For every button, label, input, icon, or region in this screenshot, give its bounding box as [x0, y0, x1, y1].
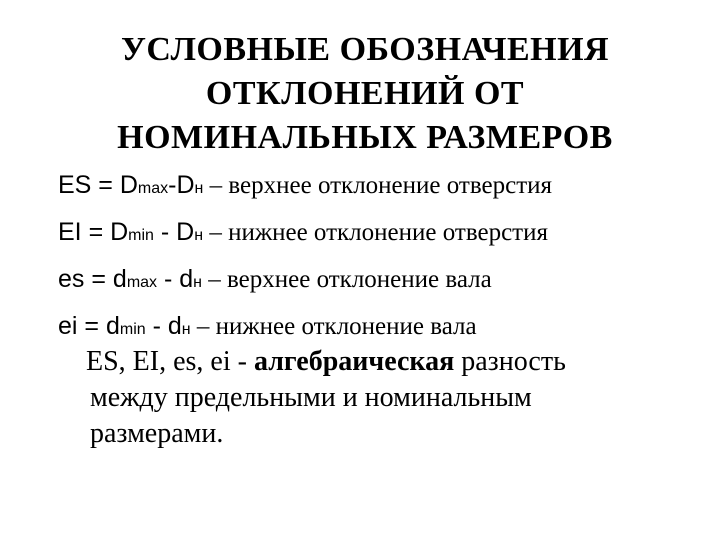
note-prefix: ES, EI, es, ei - [86, 346, 254, 377]
formula-subscript: min [128, 227, 154, 244]
slide-title [60, 28, 670, 160]
definition-dash: – [202, 266, 228, 293]
definition-description: нижнее отклонение отверстия [228, 219, 548, 246]
formula-subscript: н [193, 274, 203, 291]
formula-lhs: EI = D [58, 218, 129, 246]
formula-mid: - D [153, 218, 195, 246]
note-bold-word: алгебраическая [253, 346, 455, 377]
definition-row-ei-upper [58, 209, 698, 256]
formula-mid: - d [157, 265, 194, 293]
formula-subscript: max [126, 274, 158, 291]
definition-row-es [58, 162, 698, 209]
definition-row-ei-lower [58, 303, 698, 350]
formula-subscript: н [194, 227, 204, 244]
formula-lhs: ei = d [58, 312, 120, 340]
title-line: УСЛОВНЫЕ ОБОЗНАЧЕНИЯ [120, 31, 610, 68]
formula-lhs: es = d [58, 265, 127, 293]
definition-dash: – [203, 219, 229, 246]
note-paragraph [88, 344, 688, 452]
formula-subscript: max [137, 180, 169, 197]
title-line: НОМИНАЛЬНЫХ РАЗМЕРОВ [117, 119, 613, 156]
formula-mid: - d [145, 312, 182, 340]
note-line [86, 344, 688, 380]
definition-description: нижнее отклонение вала [215, 313, 477, 340]
definitions-list [58, 162, 698, 350]
definition-row-es-lower [58, 256, 698, 303]
formula-subscript: н [194, 180, 204, 197]
formula-subscript: min [119, 321, 146, 338]
formula-subscript: н [181, 321, 191, 338]
note-line: между предельными и номинальным [90, 382, 532, 413]
note-suffix: разность [454, 346, 566, 377]
formula-mid: -D [168, 171, 195, 199]
definition-description: верхнее отклонение вала [227, 266, 492, 293]
definition-dash: – [190, 313, 216, 340]
definition-dash: – [203, 172, 229, 199]
formula-lhs: ES = D [58, 171, 138, 199]
definition-description: верхнее отклонение отверстия [228, 172, 552, 199]
title-line: ОТКЛОНЕНИЙ ОТ [205, 75, 525, 112]
note-line: размерами. [90, 418, 224, 449]
